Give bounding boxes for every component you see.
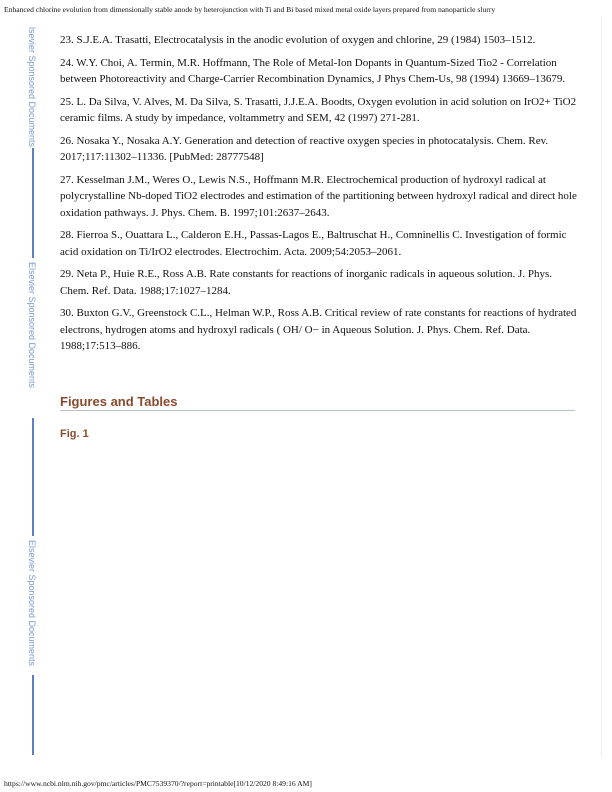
page-footer-url: https://www.ncbi.nlm.nih.gov/pmc/articles/PMC7539370/?report=printable[10/12/2020 8:49:16 AM] — [4, 779, 312, 788]
reference-27: 27. Kesselman J.M., Weres O., Lewis N.S., Hoffmann M.R. Electrochemical production of hydroxyl radical at polycrystalline Nb-doped TiO2 electrodes and estimation of the partitioning between hydroxyl radical and direct hole oxidation pathways. J. Phys. Chem. B. 1997;101:2637–2643. — [60, 173, 577, 219]
sidebar-line-2 — [32, 418, 34, 536]
reference-28: 28. Fierroa S., Ouattara L., Calderon E.H., Passas-Lagos E., Baltruschat H., Comninellis C. Investigation of formic acid oxidation on Ti/IrO2 electrodes. Electrochim. Acta. 2009;54:2053–2061. — [60, 229, 567, 258]
reference-30: 30. Buxton G.V., Greenstock C.L., Helman W.P., Ross A.B. Critical review of rate constants for reactions of hydrated electrons, hydrogen atoms and hydroxyl radicals ( OH/ O− in Aqueous Solution. J. Phys. Chem. Ref. Data. 1988;17:513–886. — [60, 307, 577, 352]
reference-25: 25. L. Da Silva, V. Alves, M. Da Silva, S. Trasatti, J.J.E.A. Boodts, Oxygen evolution in acid solution on IrO2+ TiO2 ceramic films. A study by impedance, voltammetry and SEM, 42 (1997) 271-281. — [60, 95, 577, 124]
reference-29: 29. Neta P., Huie R.E., Ross A.B. Rate constants for reactions of inorganic radicals in aqueous solution. J. Phys. Chem. Ref. Data. 1988;17:1027–1284. — [60, 268, 552, 297]
sidebar-line-1 — [32, 148, 34, 258]
sidebar-watermark-bottom: Elsevier Sponsored Documents — [27, 540, 37, 667]
reference-23: 23. S.J.E.A. Trasatti, Electrocatalysis in the anodic evolution of oxygen and chlorine, 29 (1984) 1503–1512. — [60, 34, 536, 46]
figure-label[interactable]: Fig. 1 — [60, 428, 89, 440]
reference-24: 24. W.Y. Choi, A. Termin, M.R. Hoffmann, The Role of Metal-Ion Dopants in Quantum-Sized Tio2 - Correlation between Photoreactivity and Charge-Carrier Recombination Dynamics, J Phys Chem-Us, 98 (1994) 13669–13679. — [60, 56, 566, 85]
section-heading-figures-tables: Figures and Tables — [60, 394, 575, 411]
page-header-title: Enhanced chlorine evolution from dimensionally stable anode by heterojunction with Ti and Bi based mixed metal oxide layers prepared from nanoparticle slurry — [4, 5, 496, 14]
reference-list — [60, 32, 580, 361]
reference-26: 26. Nosaka Y., Nosaka A.Y. Generation and detection of reactive oxygen species in photocatalysis. Chem. Rev. 2017;117:11302–11336. [PubMed: 28777548] — [60, 134, 549, 163]
sidebar-line-3 — [32, 675, 34, 755]
sidebar-watermark-mid: Elsevier Sponsored Documents — [27, 262, 37, 389]
right-edge-divider — [601, 16, 602, 756]
sidebar-watermark-top: lsevier Sponsored Documents — [27, 27, 37, 148]
